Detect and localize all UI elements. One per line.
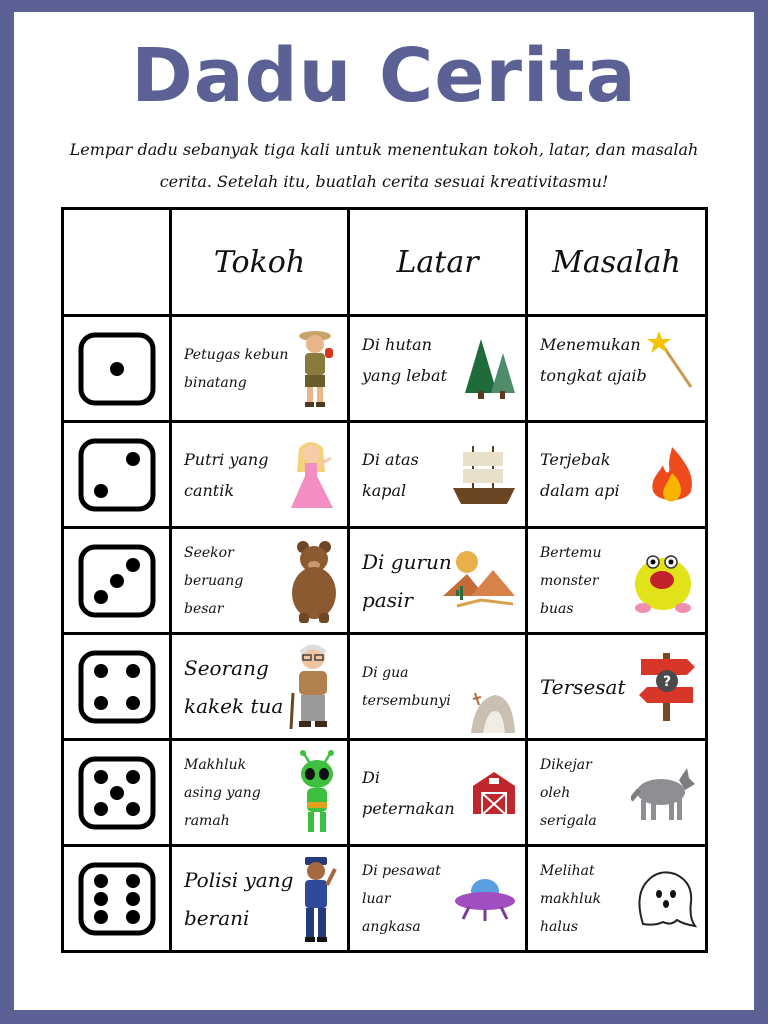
tokoh-cell bbox=[171, 422, 349, 528]
worksheet-page bbox=[14, 12, 754, 1010]
die-five-icon bbox=[77, 755, 157, 831]
latar-cell bbox=[349, 634, 527, 740]
latar-text: Di gurun pasir bbox=[362, 549, 452, 612]
header-latar: Latar bbox=[349, 209, 527, 316]
tokoh-text: Makhluk asing yang ramah bbox=[184, 756, 261, 829]
masalah-text: Terjebak dalam api bbox=[540, 449, 620, 500]
sailing-ship-icon bbox=[451, 442, 517, 508]
die-cell bbox=[63, 740, 171, 846]
table-row bbox=[63, 740, 707, 846]
masalah-cell bbox=[527, 634, 707, 740]
spaceship-icon bbox=[453, 877, 517, 921]
tokoh-cell bbox=[171, 316, 349, 422]
latar-cell bbox=[349, 422, 527, 528]
desert-icon bbox=[441, 548, 517, 614]
latar-cell bbox=[349, 316, 527, 422]
ghost-icon bbox=[633, 868, 697, 930]
latar-cell bbox=[349, 846, 527, 952]
latar-cell bbox=[349, 740, 527, 846]
masalah-text: Menemukan tongkat ajaib bbox=[540, 335, 647, 385]
tokoh-cell bbox=[171, 846, 349, 952]
fire-icon bbox=[647, 445, 697, 505]
cave-icon bbox=[469, 691, 517, 735]
header-tokoh: Tokoh bbox=[171, 209, 349, 316]
die-two-icon bbox=[77, 437, 157, 513]
table-row bbox=[63, 422, 707, 528]
masalah-text: Melihat makhluk halus bbox=[540, 862, 602, 935]
masalah-cell bbox=[527, 316, 707, 422]
latar-text: Di hutan yang lebat bbox=[362, 335, 448, 385]
tokoh-text: Petugas kebun binatang bbox=[184, 346, 289, 391]
bear-icon bbox=[289, 539, 339, 623]
masalah-text: Tersesat bbox=[540, 674, 626, 699]
zookeeper-icon bbox=[295, 328, 339, 410]
die-one-icon bbox=[77, 331, 157, 407]
alien-icon bbox=[295, 750, 339, 836]
table-row bbox=[63, 528, 707, 634]
latar-text: Di gua tersembunyi bbox=[362, 664, 451, 709]
masalah-cell bbox=[527, 528, 707, 634]
masalah-text: Dikejar oleh serigala bbox=[540, 756, 597, 829]
tokoh-text: Putri yang cantik bbox=[184, 449, 269, 500]
masalah-text: Bertemu monster buas bbox=[540, 544, 602, 617]
signpost-icon bbox=[637, 651, 697, 723]
tokoh-cell bbox=[171, 634, 349, 740]
masalah-cell bbox=[527, 846, 707, 952]
wolf-icon bbox=[631, 764, 697, 822]
latar-text: Di peternakan bbox=[362, 767, 455, 818]
die-cell bbox=[63, 846, 171, 952]
latar-text: Di pesawat luar angkasa bbox=[362, 862, 441, 935]
table-header-row bbox=[63, 209, 707, 316]
svg-text:?: ? bbox=[662, 673, 672, 690]
die-four-icon bbox=[77, 649, 157, 725]
monster-icon bbox=[629, 548, 697, 614]
magic-wand-icon bbox=[647, 331, 697, 391]
pine-trees-icon bbox=[461, 337, 517, 401]
story-dice-table bbox=[61, 207, 708, 953]
barn-icon bbox=[471, 770, 517, 816]
header-masalah: Masalah bbox=[527, 209, 707, 316]
table-row bbox=[63, 316, 707, 422]
tokoh-text: Seorang kakek tua bbox=[184, 655, 284, 718]
tokoh-text: Polisi yang berani bbox=[184, 867, 294, 930]
instructions-text: Lempar dadu sebanyak tiga kali untuk menentukan tokoh, latar, dan masalah cerita. Setelah itu, buatlah cerita sesuai kreativitasmu! bbox=[69, 140, 699, 191]
page-title: Dadu Cerita bbox=[131, 33, 637, 119]
masalah-cell bbox=[527, 422, 707, 528]
police-officer-icon bbox=[295, 855, 339, 943]
die-cell bbox=[63, 316, 171, 422]
die-cell bbox=[63, 422, 171, 528]
tokoh-cell bbox=[171, 528, 349, 634]
grandfather-icon bbox=[283, 643, 339, 731]
latar-text: Di atas kapal bbox=[362, 449, 419, 500]
die-six-icon bbox=[77, 861, 157, 937]
table-row bbox=[63, 846, 707, 952]
tokoh-cell bbox=[171, 740, 349, 846]
die-three-icon bbox=[77, 543, 157, 619]
corner-cell bbox=[63, 209, 171, 316]
tokoh-text: Seekor beruang besar bbox=[184, 544, 244, 617]
masalah-cell bbox=[527, 740, 707, 846]
die-cell bbox=[63, 634, 171, 740]
latar-cell bbox=[349, 528, 527, 634]
table-row bbox=[63, 634, 707, 740]
die-cell bbox=[63, 528, 171, 634]
princess-icon bbox=[285, 438, 339, 512]
